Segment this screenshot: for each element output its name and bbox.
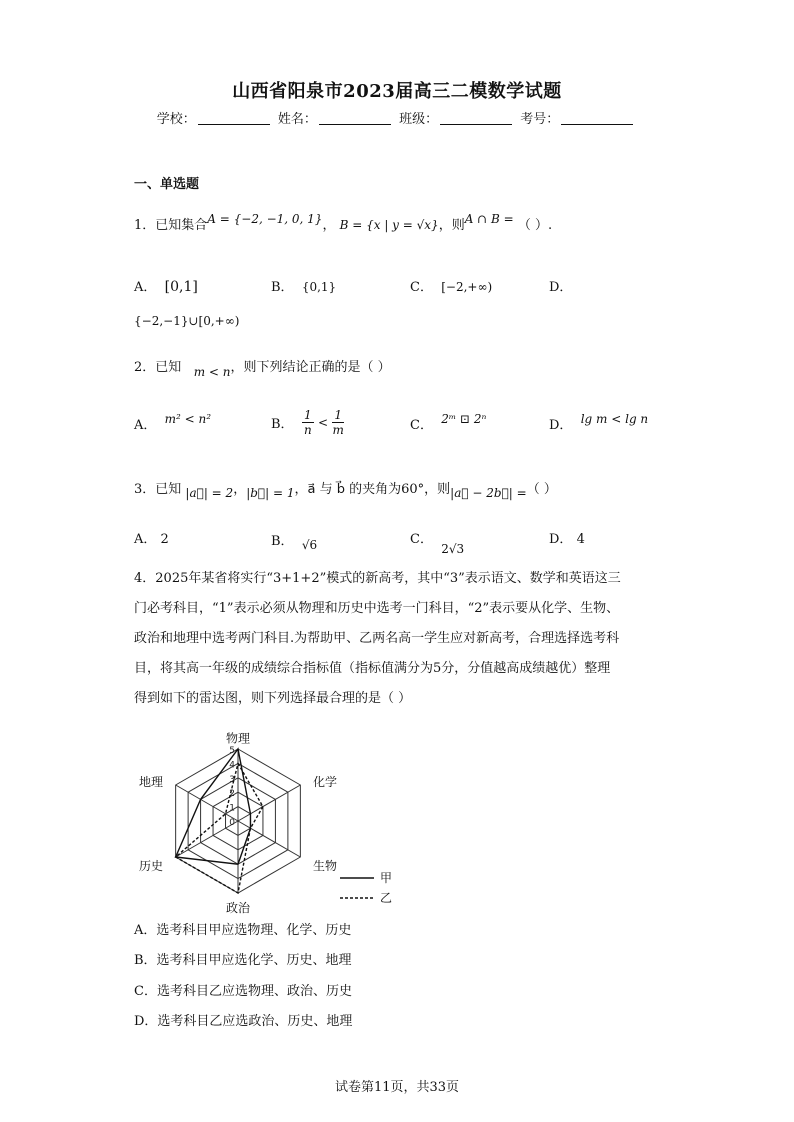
option-value: {0,1} xyxy=(301,280,337,294)
q1-prefix: 1．已知集合 xyxy=(134,218,208,233)
q4-option-a[interactable]: A．选考科目甲应选物理、化学、历史 xyxy=(134,923,352,938)
fraction-1-over-n xyxy=(302,408,314,437)
radar-legend xyxy=(340,871,392,905)
q4-line: 得到如下的雷达图，则下列选择最合理的是（ ） xyxy=(134,691,412,706)
question-3 xyxy=(134,478,557,500)
q2-option-d[interactable] xyxy=(549,414,648,433)
option-label: C． xyxy=(410,280,433,295)
q3-condition-2: |b⃗| = 1 xyxy=(246,486,295,500)
radar-axis-label: 政治 xyxy=(225,901,251,914)
radar-axis-label: 生物 xyxy=(312,859,337,873)
page-footer: 试卷第11页，共33页 xyxy=(334,1080,460,1095)
option-label: D． xyxy=(549,418,573,433)
q4-line: 4．2025年某省将实行“3+1+2”模式的新高考，其中“3”表示语文、数学和英语这三 xyxy=(134,571,621,586)
q1-option-d-value[interactable] xyxy=(134,314,239,329)
option-value: 2√3 xyxy=(441,542,465,556)
radar-axis-label: 历史 xyxy=(139,859,164,873)
legend-label: 甲 xyxy=(380,871,393,885)
q1-then: ，则 xyxy=(438,218,465,233)
q2-option-a[interactable] xyxy=(134,414,211,433)
option-value: 4 xyxy=(576,532,585,547)
frac-den: n xyxy=(303,423,312,437)
q1-comma: ， xyxy=(322,218,336,233)
radar-chart xyxy=(134,718,404,914)
radar-scale-label: 3 xyxy=(229,774,235,785)
name-label: 姓名： xyxy=(277,112,317,127)
q3-sep: ， xyxy=(233,482,247,497)
question-4 xyxy=(134,564,621,714)
option-value: √6 xyxy=(301,538,318,552)
class-label: 班级： xyxy=(399,112,439,127)
q1-option-b[interactable] xyxy=(271,276,336,295)
option-label: C． xyxy=(410,532,433,547)
radar-grid xyxy=(176,746,301,893)
q3-expression: |a⃗ − 2b⃗| = xyxy=(450,486,527,500)
q1-set-a: A = {−2, −1, 0, 1} xyxy=(207,212,323,226)
radar-spoke xyxy=(238,785,300,821)
q2-prefix: 2．已知 xyxy=(134,360,182,375)
q3-condition-1: |a⃗| = 2 xyxy=(185,486,234,500)
radar-axis-label: 物理 xyxy=(225,731,251,746)
option-label: B． xyxy=(271,534,294,549)
q2-condition: m < n xyxy=(193,365,231,379)
legend-label: 乙 xyxy=(380,891,393,905)
option-value: 2 xyxy=(160,532,169,547)
option-label: A． xyxy=(134,280,157,295)
q3-option-b[interactable] xyxy=(271,530,318,552)
option-value: 2ᵐ ⊡ 2ⁿ xyxy=(441,412,487,426)
student-info-line xyxy=(0,108,794,127)
school-label: 学校： xyxy=(156,112,196,127)
frac-num: 1 xyxy=(304,408,312,422)
q4-option-c[interactable]: C．选考科目乙应选物理、政治、历史 xyxy=(134,984,352,999)
radar-scale-label: 5 xyxy=(229,746,235,756)
option-value: [−2,+∞) xyxy=(441,280,493,294)
option-value: lg m < lg n xyxy=(580,412,649,426)
q4-option-b[interactable]: B．选考科目甲应选化学、历史、地理 xyxy=(134,953,352,968)
exam-no-label: 考号： xyxy=(520,112,560,127)
q2-option-c[interactable] xyxy=(410,414,486,433)
q4-line: 政治和地理中选考两门科目.为帮助甲、乙两名高一学生应对新高考，合理选择选考科 xyxy=(134,631,620,646)
q4-option-d[interactable]: D．选考科目乙应选政治、历史、地理 xyxy=(134,1014,353,1029)
radar-scale-label: 4 xyxy=(229,760,235,771)
option-label: B． xyxy=(271,280,294,295)
q2-option-b[interactable] xyxy=(271,408,344,437)
q4-line: 门必考科目，“1”表示必须从物理和历史中选考一门科目，“2”表示要从化学、生物、 xyxy=(134,601,620,616)
q3-middle: ，a⃗ 与 b⃗ 的夹角为60°，则 xyxy=(294,482,451,497)
frac-num: 1 xyxy=(334,408,342,422)
page-title: 山西省阳泉市2023届高三二模数学试题 xyxy=(232,81,562,102)
q1-tail: （ ）. xyxy=(517,218,553,233)
q1-set-b: B = {x | y = √x} xyxy=(339,218,439,232)
option-label: B． xyxy=(271,417,294,432)
radar-scale-label: 0 xyxy=(229,818,235,828)
fraction-1-over-m xyxy=(332,408,344,437)
q3-tail: （ ） xyxy=(526,482,557,497)
q1-option-a[interactable] xyxy=(134,276,198,295)
q3-option-d[interactable] xyxy=(549,528,585,547)
q1-expression: A ∩ B = xyxy=(464,212,514,226)
radar-axis-label: 化学 xyxy=(312,775,337,789)
option-value: m² < n² xyxy=(164,412,212,426)
radar-axis-label: 地理 xyxy=(139,775,164,789)
name-blank[interactable] xyxy=(319,112,391,125)
q3-option-c[interactable] xyxy=(410,528,465,556)
q4-line: 目，将其高一年级的成绩综合指标值（指标值满分为5分，分值越高成绩越优）整理 xyxy=(134,661,611,676)
radar-scale-label: 1 xyxy=(229,803,235,814)
question-2 xyxy=(134,356,391,379)
q1-option-c[interactable] xyxy=(410,276,492,295)
option-label: A． xyxy=(134,532,157,547)
section-heading: 一、单选题 xyxy=(134,177,200,192)
q3-prefix: 3．已知 xyxy=(134,482,182,497)
option-value: {−2,−1}∪[0,+∞) xyxy=(134,314,240,328)
q1-option-d-label[interactable] xyxy=(549,276,572,295)
option-label: A． xyxy=(134,418,157,433)
class-blank[interactable] xyxy=(440,112,512,125)
q2-tail: ，则下列结论正确的是（ ） xyxy=(230,360,391,375)
less-than: < xyxy=(317,415,329,430)
school-blank[interactable] xyxy=(198,112,270,125)
q3-option-a[interactable] xyxy=(134,528,169,547)
frac-den: m xyxy=(332,423,344,437)
option-value: [0,1] xyxy=(164,279,198,295)
question-1 xyxy=(134,214,552,233)
option-label: D． xyxy=(549,532,573,547)
option-label: D． xyxy=(549,280,573,295)
option-label: C． xyxy=(410,418,433,433)
radar-scale-label: 2 xyxy=(229,789,235,800)
exam-no-blank[interactable] xyxy=(561,112,633,125)
